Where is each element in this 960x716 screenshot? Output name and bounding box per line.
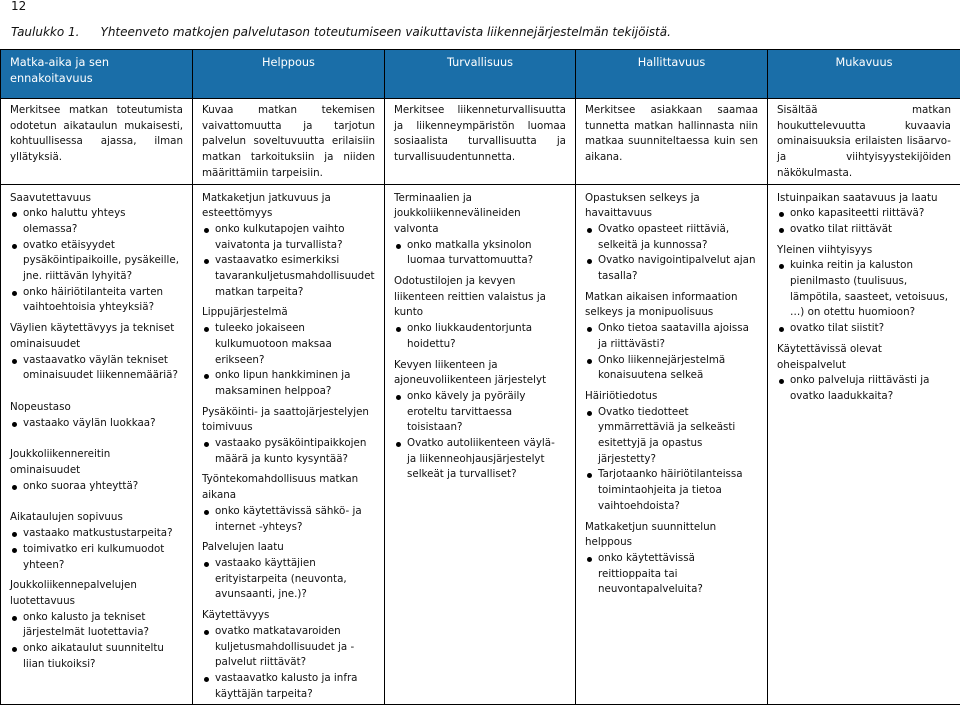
bullet-list [202, 321, 375, 400]
section-heading: Häiriötiedotus [585, 389, 658, 402]
section-heading: Palvelujen laatu [202, 541, 284, 554]
bullet-item: Onko tietoa saatavilla ajoissa ja riittävästi? [585, 321, 758, 352]
section-heading: Nopeustaso [10, 400, 71, 413]
bullet-item: toimivatko eri kulkumuodot yhteen? [10, 542, 183, 573]
description-cell: Merkitsee asiakkaan saamaa tunnetta matkan hallinnasta niin matkaa suunniteltaessa kuin sen aikana. [576, 99, 768, 185]
bullet-list [777, 258, 951, 337]
details-cell [193, 184, 385, 705]
section-heading: Yleinen viihtyisyys [777, 243, 873, 256]
details-cell [576, 184, 768, 705]
section-spacer [10, 384, 183, 400]
bullet-list [202, 436, 375, 467]
section-heading: Käytettävyys [202, 609, 270, 622]
bullet-item: onko aikataulut suunniteltu liian tiukoiksi? [10, 641, 183, 672]
bullet-item: Ovatko opasteet riittäviä, selkeitä ja kunnossa? [585, 222, 758, 253]
bullet-item: onko matkalla yksinolon luomaa turvattomuutta? [394, 238, 566, 269]
section-heading: Työntekomahdollisuus matkan aikana [202, 473, 359, 502]
bullet-list [202, 624, 375, 703]
bullet-item: Onko liikennejärjestelmä konaisuutena selkeä [585, 353, 758, 384]
description-cell: Merkitsee liikenneturvallisuutta ja liikenneympäristön luomaa sosiaalista turvallisuutta ja turvallisuudentunnetta. [385, 99, 576, 185]
description-cell: Sisältää matkan houkuttelevuutta kuvaavia ominaisuuksia erilaisten lisäarvo- ja viihtyisyystekijöiden näkökulmasta. [768, 99, 960, 185]
section-spacer [10, 494, 183, 510]
bullet-item: onko palveluja riittävästi ja ovatko laadukkaita? [777, 373, 951, 404]
section-heading: Pysäköinti- ja saattojärjestelyjen toimivuus [202, 405, 369, 434]
section-heading: Käytettävissä olevat oheispalvelut [777, 342, 882, 371]
section-heading: Kevyen liikenteen ja ajoneuvoliikenteen järjestelyt [394, 358, 547, 387]
section-heading: Matkaketjun jatkuvuus ja esteettömyys [202, 191, 331, 220]
bullet-item: vastaavatko kalusto ja infra käyttäjän tarpeita? [202, 671, 375, 702]
bullet-list [10, 479, 183, 495]
section-spacer [10, 431, 183, 447]
bullet-item: onko lipun hankkiminen ja maksaminen helppoa? [202, 368, 375, 399]
bullet-list [10, 416, 183, 432]
bullet-item: onko kävely ja pyöräily eroteltu tarvittaessa toisistaan? [394, 389, 566, 436]
bullet-list [202, 222, 375, 301]
summary-table [0, 49, 960, 705]
section-heading: Joukkoliikennepalvelujen luotettavuus [10, 579, 137, 607]
bullet-list [777, 206, 951, 237]
caption-text: Yhteenveto matkojen palvelutason toteutumiseen vaikuttavista liikennejärjestelmän tekijöistä. [100, 25, 671, 39]
bullet-list [202, 504, 375, 535]
bullet-item: vastaako matkustustarpeita? [10, 526, 183, 542]
header-cell-mukavuus: Mukavuus [768, 50, 960, 99]
bullet-item: onko kapasiteetti riittävä? [777, 206, 951, 222]
section-heading: Lippujärjestelmä [202, 306, 288, 319]
header-cell-matka-aika: Matka-aika ja sen ennakoitavuus [1, 50, 193, 99]
details-cell [385, 184, 576, 705]
bullet-item: onko kalusto ja tekniset järjestelmät luotettavia? [10, 610, 183, 641]
bullet-list [585, 222, 758, 285]
bullet-item: vastaako väylän luokkaa? [10, 416, 183, 432]
header-cell-turvallisuus: Turvallisuus [385, 50, 576, 99]
bullet-item: ovatko tilat siistit? [777, 321, 951, 337]
bullet-item: ovatko etäisyydet pysäköintipaikoille, pysäkeille, jne. riittävän lyhyitä? [10, 238, 183, 285]
section-heading: Väylien käytettävyys ja tekniset ominaisuudet [10, 322, 175, 350]
description-row [1, 99, 960, 185]
bullet-item: Ovatko autoliikenteen väylä- ja liikenneohjausjärjestelyt selkeät ja turvalliset? [394, 436, 566, 483]
bullet-item: tuleeko jokaiseen kulkumuotoon maksaa erikseen? [202, 321, 375, 368]
bullet-item: ovatko tilat riittävät [777, 222, 951, 238]
bullet-item: Ovatko navigointipalvelut ajan tasalla? [585, 253, 758, 284]
bullet-item: Tarjotaanko häiriötilanteissa toimintaohjeita ja tietoa vaihtoehdoista? [585, 467, 758, 514]
bullet-list [585, 551, 758, 598]
bullet-item: onko käytettävissä reittioppaita tai neuvontapalveluita? [585, 551, 758, 598]
bullet-item: onko liukkaudentorjunta hoidettu? [394, 321, 566, 352]
bullet-item: kuinka reitin ja kaluston pienilmasto (tuulisuus, lämpötila, saasteet, vetoisuus, …) on otettu huomioon? [777, 258, 951, 321]
bullet-item: vastaavatko väylän tekniset ominaisuudet liikennemääriä? [10, 353, 183, 384]
details-row [1, 184, 960, 705]
section-heading: Joukkoliikennereitin ominaisuudet [10, 448, 111, 477]
bullet-list [10, 353, 183, 384]
bullet-item: ovatko matkatavaroiden kuljetusmahdollisuudet ja -palvelut riittävät? [202, 624, 375, 671]
bullet-item: onko kulkutapojen vaihto vaivatonta ja turvallista? [202, 222, 375, 253]
bullet-list [10, 526, 183, 573]
bullet-list [394, 321, 566, 352]
section-heading: Istuinpaikan saatavuus ja laatu [777, 191, 938, 204]
section-heading: Terminaalien ja joukkoliikennevälineiden valvonta [394, 191, 521, 235]
details-cell [768, 184, 960, 705]
section-heading: Matkaketjun suunnittelun helppous [585, 520, 717, 549]
bullet-list [394, 389, 566, 483]
description-cell: Kuvaa matkan tekemisen vaivattomuutta ja tarjotun palvelun soveltuvuutta erilaisiin matkan tarkoituksiin ja niiden määrittämiin tarpeisiin. [193, 99, 385, 185]
description-cell: Merkitsee matkan toteutumista odotetun aikataulun mukaisesti, kohtuullisessa ajassa, ilman yllätyksiä. [1, 99, 193, 185]
bullet-item: Ovatko tiedotteet ymmärrettäviä ja selkeästi esitettyjä ja opastus järjestetty? [585, 405, 758, 468]
table-caption [11, 25, 671, 39]
section-heading: Odotustilojen ja kevyen liikenteen reittien valaistus ja kunto [394, 275, 546, 319]
bullet-item: vastaako pysäköintipaikkojen määrä ja kunto kysyntää? [202, 436, 375, 467]
bullet-item: onko suoraa yhteyttä? [10, 479, 183, 495]
bullet-item: onko käytettävissä sähkö- ja internet -yhteys? [202, 504, 375, 535]
bullet-item: onko häiriötilanteita varten vaihtoehtoisia yhteyksiä? [10, 285, 183, 316]
bullet-list [10, 610, 183, 673]
header-row [1, 50, 960, 99]
bullet-list [202, 556, 375, 603]
header-cell-helppous: Helppous [193, 50, 385, 99]
section-heading: Matkan aikaisen informaation selkeys ja monipuolisuus [585, 290, 738, 319]
bullet-list [585, 405, 758, 515]
section-heading: Aikataulujen sopivuus [10, 511, 123, 524]
bullet-list [585, 321, 758, 384]
bullet-item: onko haluttu yhteys olemassa? [10, 206, 183, 237]
caption-label: Taulukko 1. [11, 25, 80, 39]
bullet-list [10, 206, 183, 316]
bullet-item: vastaako käyttäjien erityistarpeita (neuvonta, avunsaanti, jne.)? [202, 556, 375, 603]
header-cell-hallittavuus: Hallittavuus [576, 50, 768, 99]
bullet-list [777, 373, 951, 404]
details-cell [1, 184, 193, 705]
bullet-item: vastaavatko esimerkiksi tavarankuljetusmahdollisuudet matkan tarpeita? [202, 253, 375, 300]
bullet-list [394, 238, 566, 269]
page-number: 12 [11, 0, 27, 13]
section-heading: Opastuksen selkeys ja havaittavuus [585, 191, 700, 220]
section-heading: Saavutettavuus [10, 191, 92, 204]
